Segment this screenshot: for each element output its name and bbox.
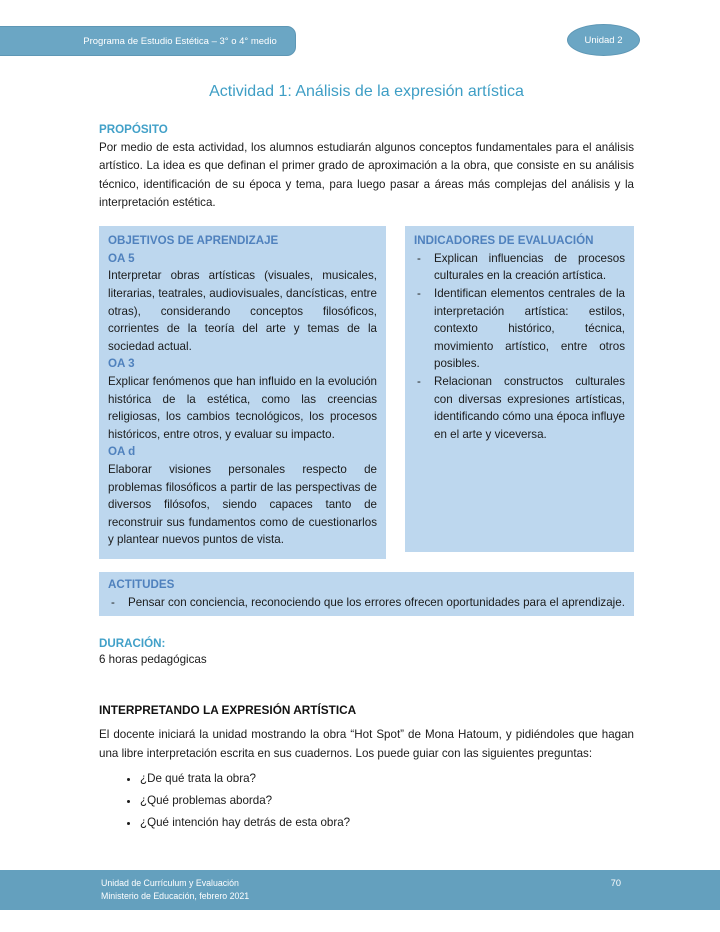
guiding-question-list (99, 772, 634, 830)
program-title-label: Programa de Estudio Estética – 3° o 4° medio (83, 35, 277, 47)
attitudes-heading: ACTITUDES (108, 578, 175, 592)
attitudes-box (99, 572, 634, 616)
footer-organization (101, 877, 249, 902)
duration-value: 6 horas pedagógicas (99, 653, 207, 667)
evaluation-indicators-box (405, 226, 634, 552)
oa-text: Interpretar obras artísticas (visuales, musicales, literarias, teatrales, audiovisuales, dancísticas, entre otras), considerando conceptos filosóficos, corrientes de la teoría del arte y temas de la sociedad actual. (108, 269, 377, 353)
footer-org-line2: Ministerio de Educación, febrero 2021 (101, 890, 250, 901)
unit-badge-label: Unidad 2 (584, 34, 623, 46)
objectives-indicators-row (99, 226, 634, 559)
attitude-item (108, 594, 625, 612)
oa-text: Explicar fenómenos que han influido en la evolución histórica de la estética, como las creencias religiosas, los cambios tecnológicos, los procesos históricos, entre otros, y evaluar su impacto. (108, 374, 377, 441)
footer-bar (0, 870, 720, 910)
footer-org-line1: Unidad de Currículum y Evaluación (101, 878, 239, 888)
indicator-text: Explican influencias de procesos culturales en la creación artística. (434, 251, 625, 283)
page-title: Actividad 1: Análisis de la expresión artística (209, 83, 524, 100)
indicator-item (414, 250, 625, 285)
attitude-text: Pensar con conciencia, reconociendo que los errores ofrecen oportunidades para el aprendizaje. (128, 595, 625, 609)
dash-bullet: - (417, 286, 421, 300)
oa-code: OA 5 (108, 251, 135, 265)
proposito-paragraph: Por medio de esta actividad, los alumnos estudiarán algunos conceptos fundamentales para el análisis artístico. La idea es que definan el primer grado de aproximación a la obra, que consiste en su análisis técnico, identificación de su época y tema, para luego pasar a áreas más complejas del análisis y la interpretación estética. (99, 141, 634, 209)
content-column (99, 0, 634, 838)
dash-bullet: - (417, 251, 421, 265)
oa-text: Elaborar visiones personales respecto de problemas filosóficos a partir de las perspectivas de diversos filósofos, siendo capaces tanto de reconstruir sus fundamentos como de cuestionarlos y plantear nuevos puntos de vista. (108, 462, 377, 547)
guiding-question: • ¿Qué problemas aborda? (140, 794, 634, 808)
guiding-question: • ¿De qué trata la obra? (140, 772, 634, 786)
learning-objectives-box (99, 226, 386, 559)
evaluation-indicators-heading: INDICADORES DE EVALUACIÓN (414, 234, 594, 248)
section-heading-interpretando: INTERPRETANDO LA EXPRESIÓN ARTÍSTICA (99, 703, 357, 718)
oa-code: OA d (108, 445, 136, 459)
duration-heading: DURACIÓN: (99, 637, 166, 651)
indicator-text: Identifican elementos centrales de la interpretación artística: estilos, contexto histórico, técnica, movimiento artístico, entre otros posibles. (434, 286, 625, 371)
dash-bullet: - (111, 595, 115, 609)
guiding-question: • ¿Qué intención hay detrás de esta obra? (140, 816, 634, 830)
learning-objectives-heading: OBJETIVOS DE APRENDIZAJE (108, 234, 279, 248)
interpretando-intro: El docente iniciará la unidad mostrando la obra “Hot Spot” de Mona Hatoum, y pidiéndoles que hagan una libre interpretación escrita en sus cuadernos. Los puede guiar con las siguientes preguntas: (99, 728, 634, 760)
oa-code: OA 3 (108, 357, 135, 371)
indicator-item (414, 373, 625, 443)
page-number: 70 (610, 878, 621, 888)
dash-bullet: - (417, 374, 421, 388)
indicator-text: Relacionan constructos culturales con diversas expresiones artísticas, identificando cómo una época influye en el arte y viceversa. (434, 374, 625, 441)
indicator-item (414, 285, 625, 373)
proposito-heading: PROPÓSITO (99, 123, 168, 136)
